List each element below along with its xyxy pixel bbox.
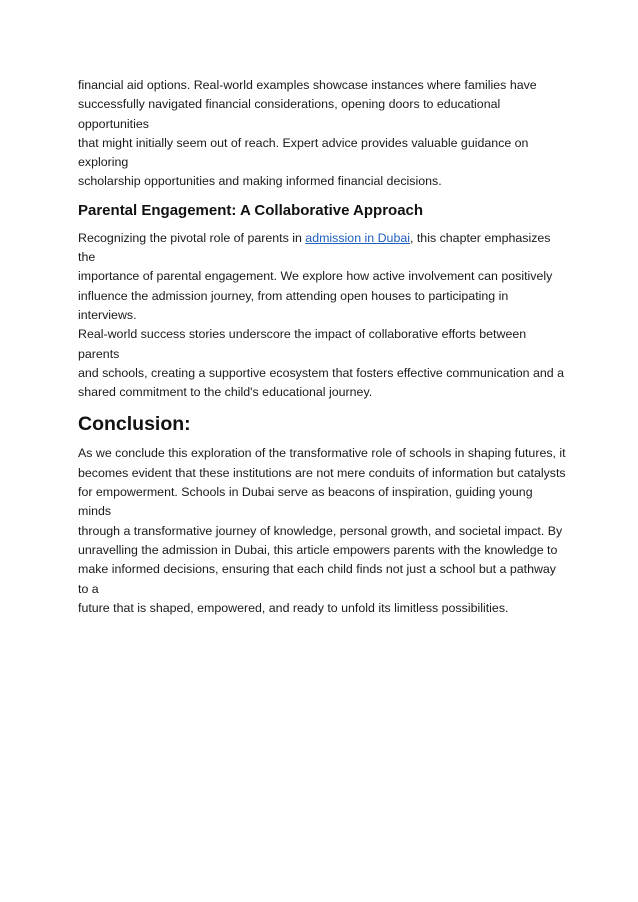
conclusion-paragraph: As we conclude this exploration of the transformative role of schools in shaping futures, it becomes evident that these institutions are not mere conduits of information but catalysts for empowerment. Schools in Dubai serve as beacons of inspiration, guiding young minds through a transformative journey of knowledge, personal growth, and societal impact. By unravelling the admission in Dubai, this article empowers parents with the knowledge to make informed decisions, ensuring that each child finds not just a school but a pathway to a future that is shaped, empowered, and ready to unfold its limitless possibilities. (78, 446, 566, 615)
parental-engagement-paragraph (78, 229, 568, 403)
conclusion-heading: Conclusion: (78, 413, 191, 436)
paragraph-text-after-link: , this chapter emphasizes the importance of parental engagement. We explore how active involvement can positively influence the admission journey, from attending open houses to participating in interviews. Real-world success stories underscore the impact of collaborative efforts between parents and schools, creating a supportive ecosystem that fosters effective communication and a shared commitment to the child's educational journey. (78, 230, 565, 400)
financial-aid-paragraph: financial aid options. Real-world examples showcase instances where families have successfully navigated financial considerations, opening doors to educational opportunities that might initially seem out of reach. Expert advice provides valuable guidance on exploring scholarship opportunities and making informed financial decisions. (78, 78, 537, 189)
parental-engagement-heading: Parental Engagement: A Collaborative Approach (78, 201, 424, 219)
paragraph-text-before-link: Recognizing the pivotal role of parents in (78, 230, 306, 245)
document-body (78, 76, 568, 618)
admission-in-dubai-link[interactable]: admission in Dubai (305, 230, 410, 245)
